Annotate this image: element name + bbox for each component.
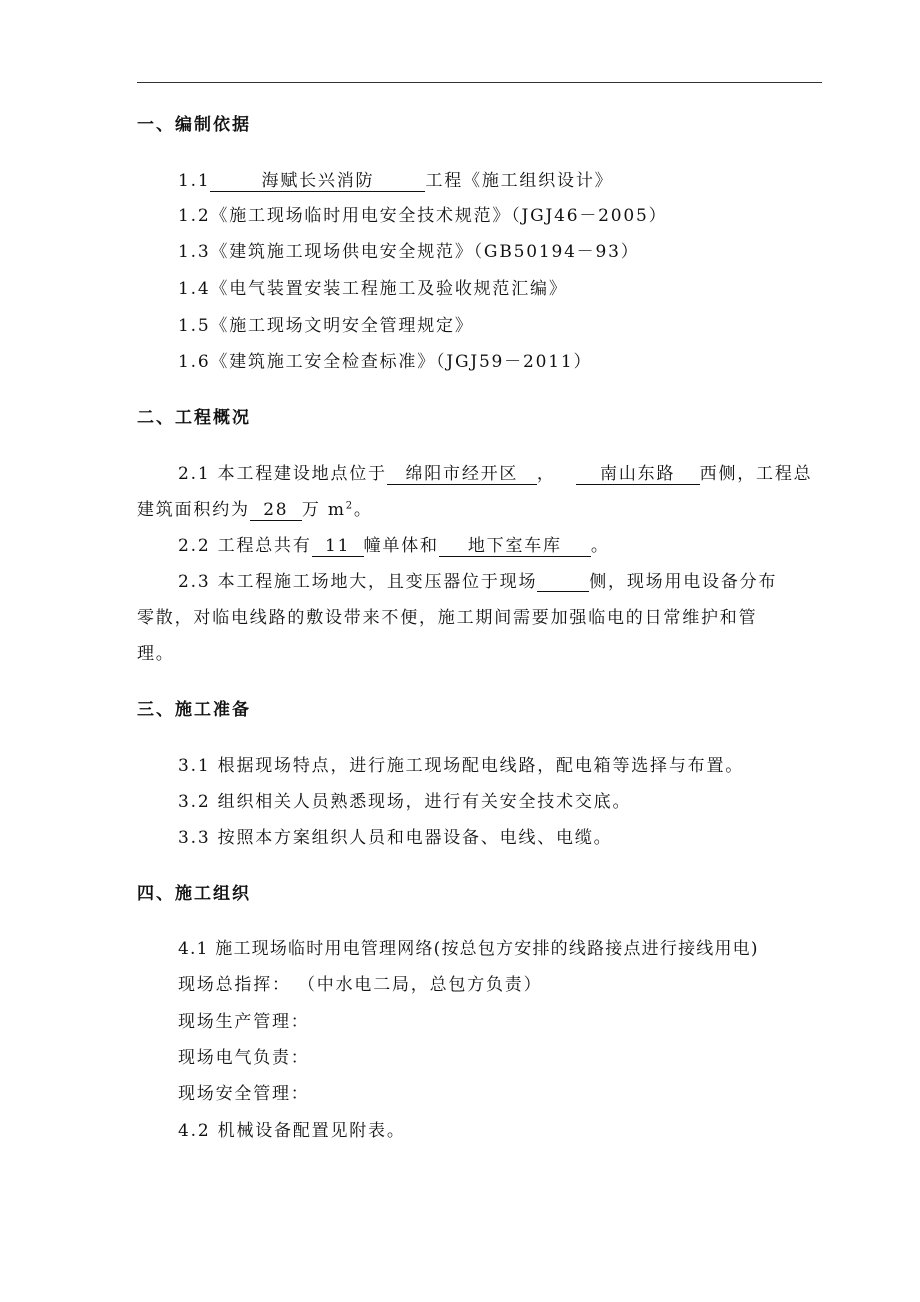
production-manager-line: 现场生产管理： xyxy=(178,1012,310,1032)
commander-line: 现场总指挥： （中水电二局，总包方负责） xyxy=(178,975,543,995)
item-2-3-line3: 理。 xyxy=(137,644,175,664)
item-1-1-suffix: 工程《施工组织设计》 xyxy=(425,171,614,191)
text: ， xyxy=(536,464,556,484)
text: 2.2 工程总共有 xyxy=(178,536,312,556)
item-3-2: 3.2 组织相关人员熟悉现场，进行有关安全技术交底。 xyxy=(178,792,632,812)
item-2-1-line2 xyxy=(137,499,373,521)
item-1-5: 1.5《施工现场文明安全管理规定》 xyxy=(178,316,474,336)
item-4-1: 4.1 施工现场临时用电管理网络(按总包方安排的线路接点进行接线用电) xyxy=(178,939,759,959)
item-1-1 xyxy=(178,170,613,192)
text: 2.1 本工程建设地点位于 xyxy=(178,464,387,484)
text: 西侧，工程总 xyxy=(699,464,813,484)
item-1-2: 1.2《施工现场临时用电安全技术规范》（JGJ46－2005） xyxy=(178,206,668,226)
text: 侧，现场用电设备分布 xyxy=(589,572,778,592)
electrical-manager-line: 现场电气负责： xyxy=(178,1048,310,1068)
text: 建筑面积约为 xyxy=(137,500,250,520)
item-4-2: 4.2 机械设备配置见附表。 xyxy=(178,1121,406,1141)
text: 。 xyxy=(353,500,373,520)
section-heading-2: 二、工程概况 xyxy=(137,408,251,428)
safety-manager-line: 现场安全管理： xyxy=(178,1084,310,1104)
building-count-blank: 11 xyxy=(312,536,364,557)
section-heading-1: 一、编制依据 xyxy=(137,115,251,135)
side-blank xyxy=(537,571,589,592)
item-2-2 xyxy=(178,535,610,557)
item-1-6: 1.6《建筑施工安全检查标准》（JGJ59－2011） xyxy=(178,352,593,372)
header-rule xyxy=(137,82,822,83)
item-3-1: 3.1 根据现场特点，进行施工现场配电线路，配电箱等选择与布置。 xyxy=(178,756,745,776)
item-2-3-line2: 零散，对临电线路的敷设带来不便，施工期间需要加强临电的日常维护和管 xyxy=(137,608,758,628)
superscript: 2 xyxy=(345,500,354,512)
item-2-1-line1 xyxy=(178,463,812,485)
area-blank: 28 xyxy=(250,500,302,521)
location-blank: 绵阳市经开区 xyxy=(387,464,537,485)
item-1-4: 1.4《电气装置安装工程施工及验收规范汇编》 xyxy=(178,279,568,299)
item-3-3: 3.3 按照本方案组织人员和电器设备、电线、电缆。 xyxy=(178,828,613,848)
item-1-1-prefix: 1.1 xyxy=(178,171,211,191)
project-name-blank: 海赋长兴消防 xyxy=(210,171,425,192)
text: 。 xyxy=(590,536,610,556)
text: 幢单体和 xyxy=(363,536,439,556)
item-1-3: 1.3《建筑施工现场供电安全规范》（GB50194－93） xyxy=(178,242,640,262)
text: 2.3 本工程施工场地大，且变压器位于现场 xyxy=(178,572,538,592)
text: 万 m xyxy=(301,500,346,520)
item-2-3-line1 xyxy=(178,571,777,593)
garage-blank: 地下室车库 xyxy=(439,536,591,557)
road-blank: 南山东路 xyxy=(576,464,700,485)
section-heading-4: 四、施工组织 xyxy=(137,884,251,904)
section-heading-3: 三、施工准备 xyxy=(137,700,251,720)
